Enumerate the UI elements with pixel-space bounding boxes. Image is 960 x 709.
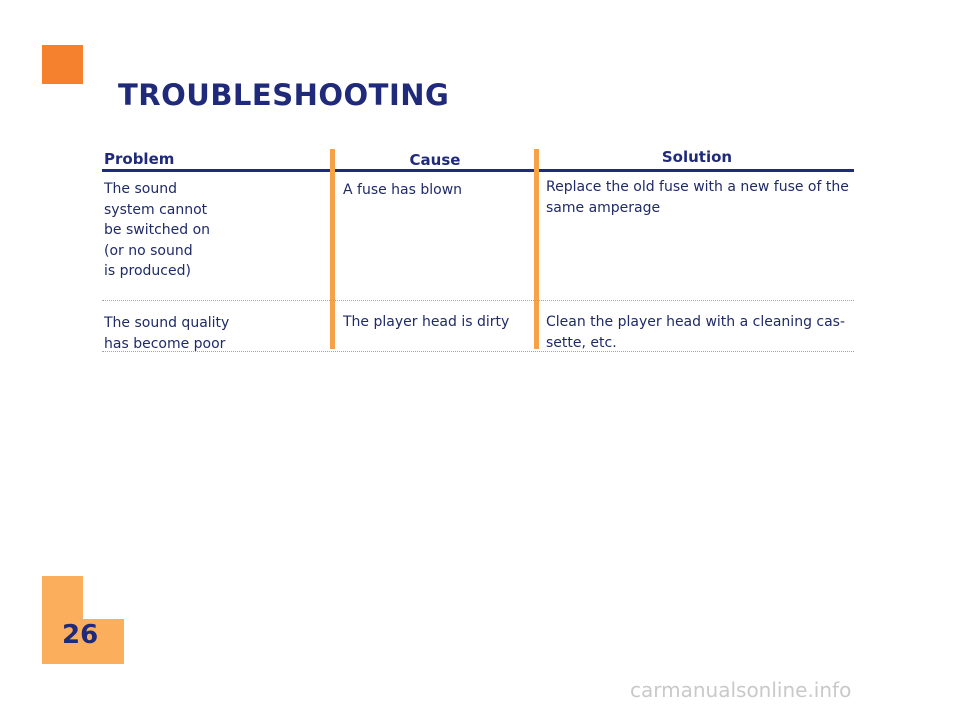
row2-cause-cell <box>343 312 528 333</box>
header-rule <box>102 169 854 172</box>
orange-marker-square <box>42 45 83 84</box>
row1-solution-cell <box>546 177 852 218</box>
column-divider-1 <box>330 149 335 349</box>
page-title: TROUBLESHOOTING <box>118 78 450 112</box>
row1-solution-line: same amperage <box>546 199 661 216</box>
page-number: 26 <box>62 620 99 650</box>
row1-problem-line: is produced) <box>104 263 191 279</box>
column-divider-2 <box>534 149 539 349</box>
row1-problem-line: system cannot <box>104 201 208 218</box>
row2-solution-line: Clean the player head with a cleaning cas- <box>546 314 846 330</box>
row1-cause-line: A fuse has blown <box>343 182 463 198</box>
row1-problem-line: (or no sound <box>104 242 193 259</box>
column-header-cause: Cause <box>409 151 461 169</box>
row1-problem-cell <box>104 179 324 282</box>
row1-problem-line: be switched on <box>104 222 211 238</box>
row1-cause-cell <box>343 180 528 201</box>
column-header-problem: Problem <box>104 150 175 168</box>
row2-solution-cell <box>546 312 852 353</box>
row2-cause-line: The player head is dirty <box>343 314 510 330</box>
watermark-text: carmanualsonline.info <box>630 678 852 702</box>
row2-solution-line: sette, etc. <box>546 334 617 351</box>
row1-problem-line: The sound <box>104 181 177 197</box>
row2-problem-cell <box>104 313 324 354</box>
row1-solution-line: Replace the old fuse with a new fuse of the <box>546 179 849 195</box>
row2-problem-line: has become poor <box>104 335 226 352</box>
row2-problem-line: The sound quality <box>104 315 230 331</box>
row-separator-1 <box>102 300 854 301</box>
column-header-solution: Solution <box>661 148 733 166</box>
